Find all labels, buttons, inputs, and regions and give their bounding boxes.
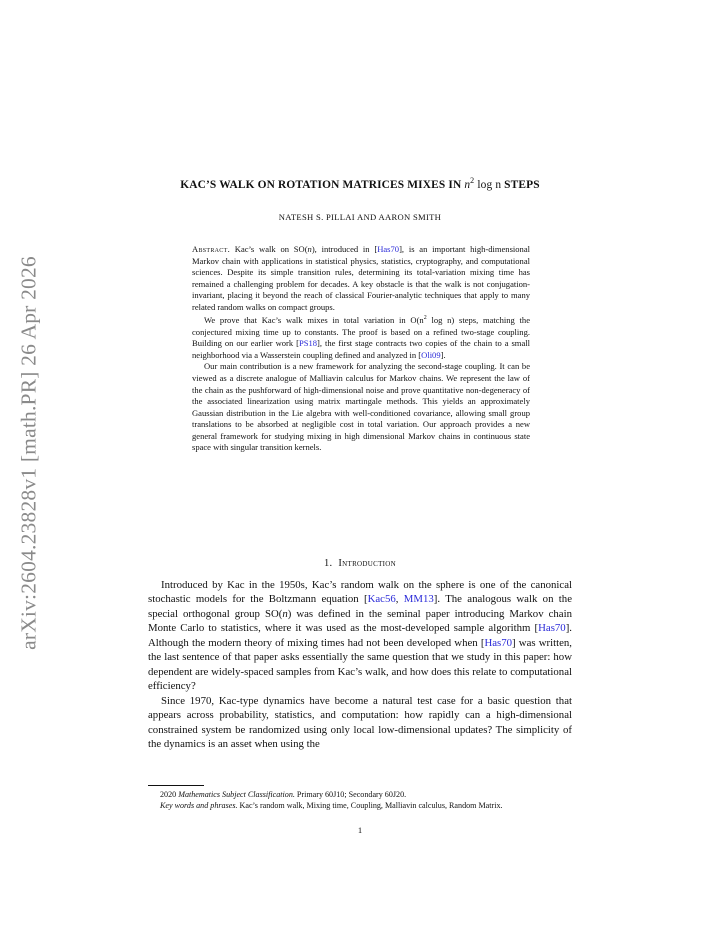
footnote-divider [148, 785, 204, 786]
abstract-paragraph-2: We prove that Kac’s walk mixes in total variation in $O(n^2$ log n) steps, matching the conjectured mixing time up to constants. The proof is based on a refined two-stage coupling. Building on our earlier work [PS18], the first stage contracts two copies of the chain to a small neighborhood via a Wasserstein coupling defined and analyzed in [Oli09]. [192, 315, 530, 360]
section-heading-introduction: 1. Introduction [324, 558, 396, 569]
citation-link[interactable]: Has70 [538, 622, 566, 635]
abstract-label: Abstract. [192, 244, 231, 254]
title-text-start: KAC’S WALK ON ROTATION MATRICES MIXES IN [180, 179, 465, 191]
footnotes [148, 789, 572, 811]
title-math: $n^2$ log n [464, 176, 502, 191]
abstract-paragraph-3: Our main contribution is a new framework for analyzing the second-stage coupling. It can be viewed as a discrete analogue of Malliavin calculus for Markov chains. We represent the law of the chain as the pushforward of high-dimensional noise and prove quantitative non-degeneracy of the associated linearization using matrix martingale methods. This yields an approximately Gaussian distribution in the Lie algebra with well-conditioned covariance, allowing small group translations to be absorbed at negligible cost in total variation. Our approach provides a new general framework for studying mixing in high dimensional Markov chains in continuous state space with singular transition kernels. [192, 361, 530, 453]
introduction-paragraph-2: Since 1970, Kac-type dynamics have become a natural test case for a basic question that appears across probability, statistics, and computation: how rapidly can a high-dimensional constrained system be randomized using only local low-dimensional updates? The simplicity of the dynamics is an asset when using the [148, 694, 572, 750]
citation-link[interactable]: Oli09 [421, 349, 441, 360]
footnote-msc: 2020 Mathematics Subject Classification. Primary 60J10; Secondary 60J20. [160, 790, 407, 799]
paper-authors: NATESH S. PILLAI AND AARON SMITH [278, 212, 442, 222]
title-text-end: STEPS [501, 179, 540, 191]
footnote-keywords: Key words and phrases. Kac’s random walk, Mixing time, Coupling, Malliavin calculus, Random Matrix. [160, 801, 503, 810]
introduction-body [148, 578, 572, 751]
citation-link[interactable]: Has70 [377, 244, 400, 254]
citation-link[interactable]: PS18 [298, 338, 318, 349]
citation-link[interactable]: Has70 [484, 636, 513, 649]
citation-link[interactable]: MM13 [403, 593, 434, 606]
paper-title [120, 176, 600, 191]
abstract [192, 244, 530, 454]
introduction-paragraph-1: Introduced by Kac in the 1950s, Kac’s random walk on the sphere is one of the canonical stochastic models for the Boltzmann equation [Kac56, MM13]. The analogous walk on the special orthogonal group SO(n) was defined in the seminal paper introducing Markov chain Monte Carlo to statistics, where it was used as the most-developed sample algorithm [Has70]. Although the modern theory of mixing times had not been developed when [Has70] was written, the last sentence of that paper asks essentially the same question that we study in this paper: how dependent are widely-spaced samples from Kac’s walk, and how does this relate to computational efficiency? [148, 579, 572, 693]
citation-link[interactable]: Kac56 [367, 593, 396, 606]
abstract-paragraph-1: Abstract. Kac’s walk on SO(n), introduced in [Has70], is an important high-dimensional Markov chain with applications in statistical physics, statistics, cryptography, and computational sciences. Despite its simple transition rules, determining its total-variation mixing time has remained a challenging problem for decades. A key obstacle is that the walk is not conjugation-invariant, placing it beyond the reach of classical Fourier-analytic techniques that apply to many related random walks on compact groups. [192, 244, 530, 312]
page-number: 1 [357, 825, 363, 835]
arxiv-identifier-stamp [12, 248, 46, 658]
arxiv-identifier-text: arXiv:2604.23828v1 [math.PR] 26 Apr 2026 [16, 256, 41, 650]
